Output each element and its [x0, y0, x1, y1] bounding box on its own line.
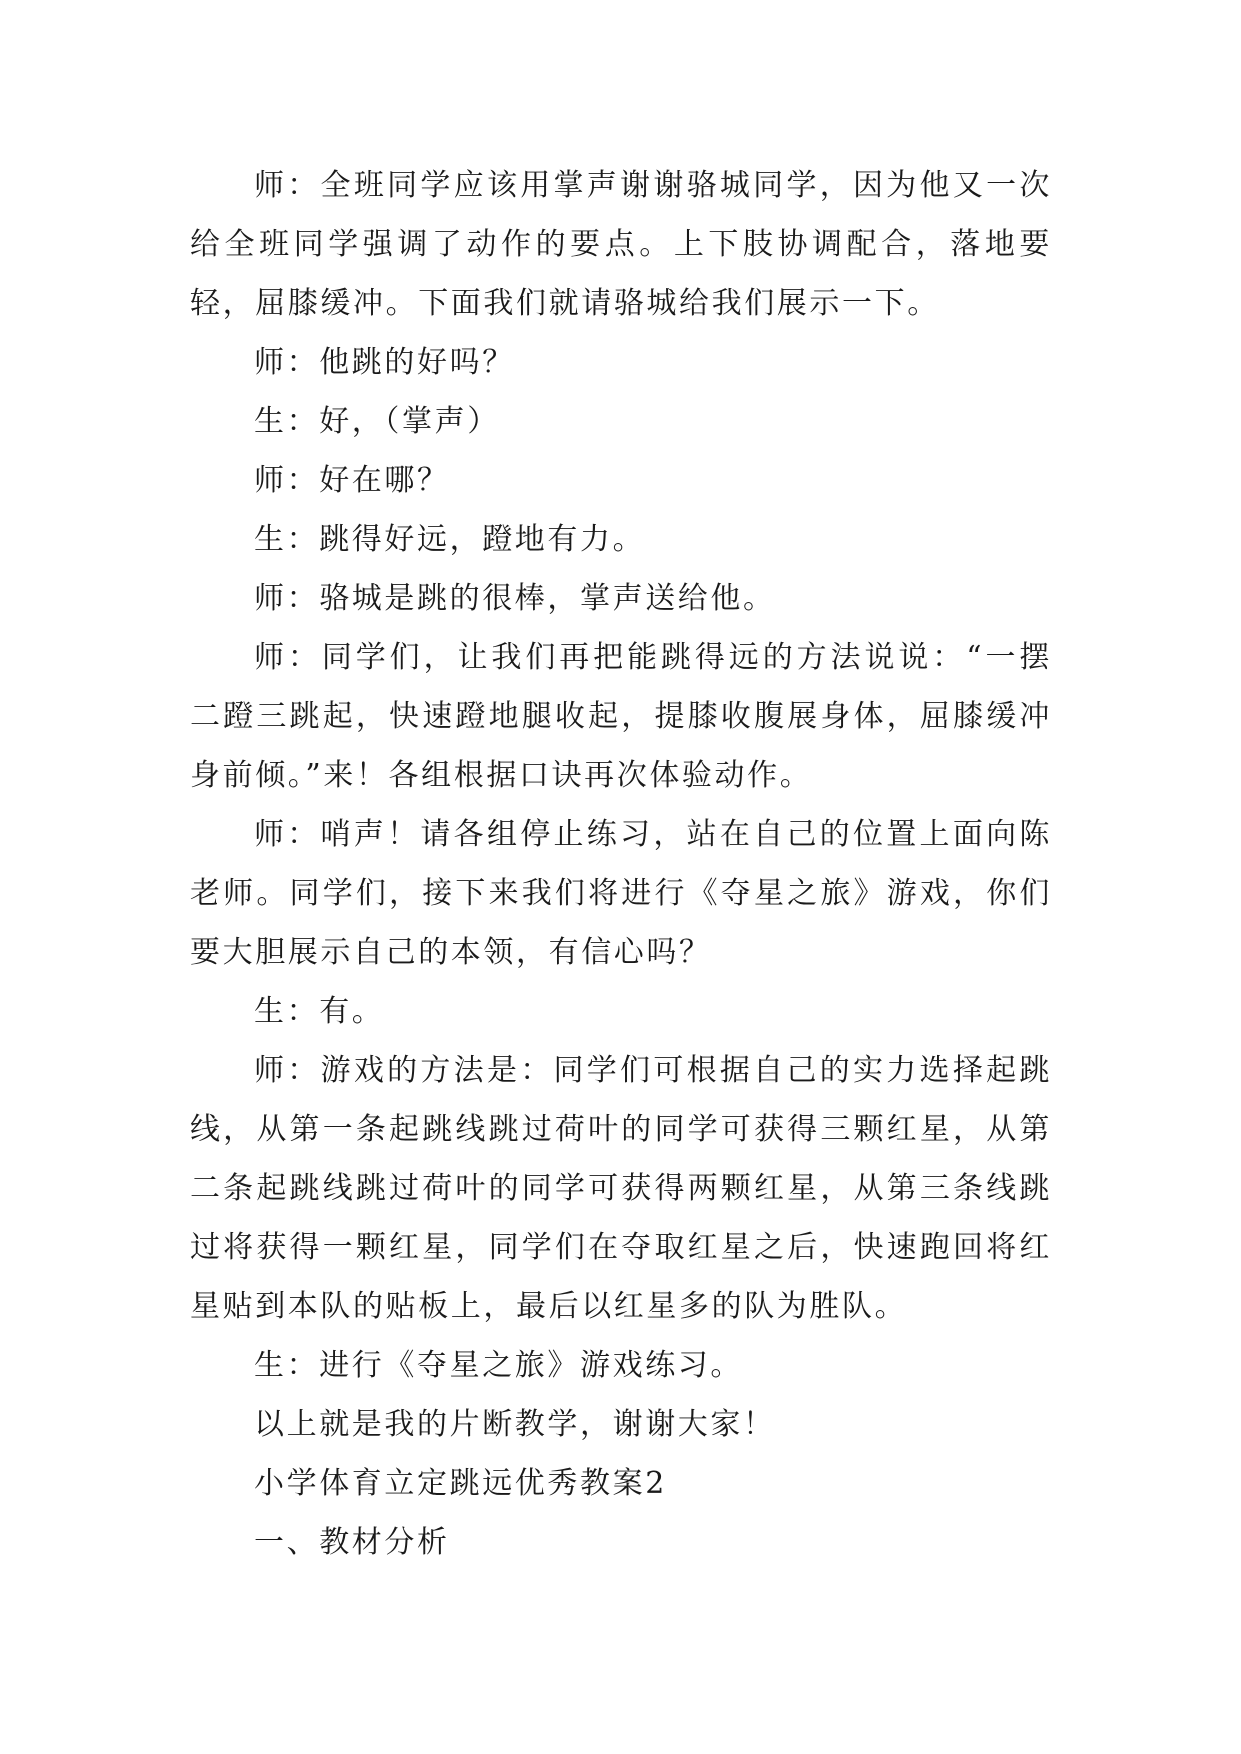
- paragraph: 生：跳得好远，蹬地有力。: [254, 522, 646, 557]
- paragraph: 生：好，（掌声）: [254, 404, 500, 439]
- paragraph: 以上就是我的片断教学，谢谢大家！: [254, 1407, 776, 1442]
- paragraph: 师：哨声！请各组停止练习，站在自己的位置上面向陈老师。同学们，接下来我们将进行《夺星之旅》游戏，你们要大胆展示自己的本领，有信心吗？: [190, 817, 1052, 970]
- paragraph: 师：好在哪？: [254, 463, 450, 498]
- paragraph: 师：骆城是跳的很棒，掌声送给他。: [254, 581, 776, 616]
- paragraph: 生：进行《夺星之旅》游戏练习。: [254, 1348, 743, 1383]
- section-heading: 一、教材分析: [254, 1525, 450, 1560]
- paragraph: 师：游戏的方法是：同学们可根据自己的实力选择起跳线，从第一条起跳线跳过荷叶的同学可获得三颗红星，从第二条起跳线跳过荷叶的同学可获得两颗红星，从第三条线跳过将获得一颗红星，同学们在夺取红星之后，快速跑回将红星贴到本队的贴板上，最后以红星多的队为胜队。: [190, 1053, 1052, 1324]
- paragraph: 师：同学们，让我们再把能跳得远的方法说说：“一摆二蹬三跳起，快速蹬地腿收起，提膝收腹展身体，屈膝缓冲身前倾。”来！各组根据口诀再次体验动作。: [190, 640, 1052, 793]
- section-title: 小学体育立定跳远优秀教案2: [254, 1466, 667, 1501]
- document-body: [190, 156, 1052, 1572]
- paragraph: 师：他跳的好吗？: [254, 345, 515, 380]
- paragraph: 师：全班同学应该用掌声谢谢骆城同学，因为他又一次给全班同学强调了动作的要点。上下肢协调配合，落地要轻，屈膝缓冲。下面我们就请骆城给我们展示一下。: [190, 168, 1052, 321]
- paragraph: 生：有。: [254, 994, 385, 1029]
